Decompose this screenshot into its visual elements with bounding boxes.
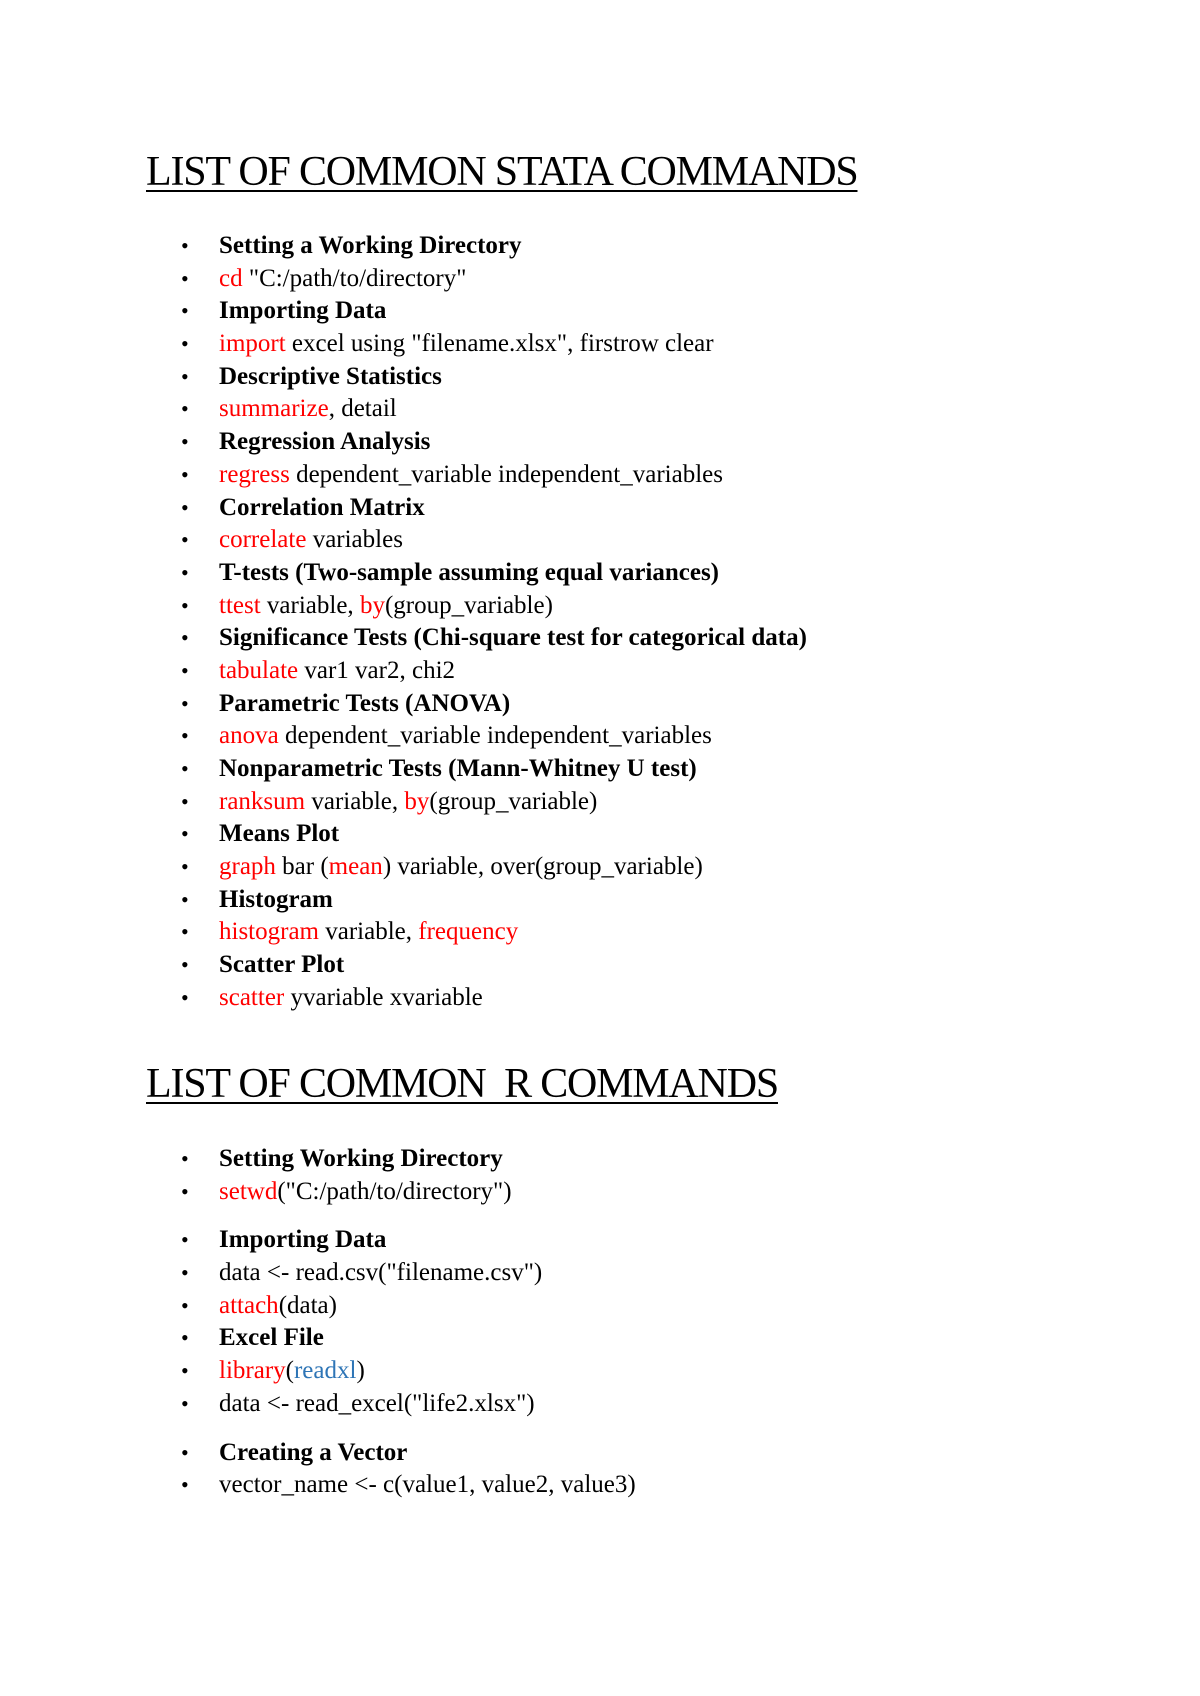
command-args: ("C:/path/to/directory")	[277, 1177, 512, 1205]
item-text	[219, 1388, 535, 1421]
list-item-command	[0, 851, 1200, 884]
bullet-icon: •	[181, 429, 189, 455]
item-heading: Importing Data	[219, 1226, 387, 1254]
list-item-command	[0, 459, 1200, 492]
item-text	[219, 328, 714, 361]
item-text	[219, 524, 403, 557]
item-text	[219, 263, 466, 296]
list-item-command	[0, 916, 1200, 949]
command-keyword: library	[219, 1357, 286, 1385]
r-command-list	[0, 1143, 1200, 1502]
bullet-icon: •	[181, 461, 189, 487]
item-heading: Parametric Tests (ANOVA)	[219, 689, 511, 717]
command-args: ) variable, over(group_variable)	[382, 853, 703, 881]
command-keyword: ttest	[219, 591, 261, 619]
item-heading: Creating a Vector	[219, 1438, 408, 1466]
bullet-icon: •	[181, 952, 189, 978]
command-args: , detail	[328, 395, 397, 423]
list-item-heading	[0, 1437, 1200, 1470]
item-text	[219, 688, 510, 721]
bullet-icon: •	[181, 1227, 189, 1253]
bullet-icon: •	[181, 1358, 189, 1384]
command-keyword: scatter	[219, 983, 285, 1011]
bullet-icon: •	[181, 396, 189, 422]
list-item-command	[0, 786, 1200, 819]
item-heading: T-tests (Two-sample assuming equal variances)	[219, 558, 720, 586]
item-heading: Scatter Plot	[219, 951, 345, 979]
bullet-icon: •	[181, 1390, 189, 1416]
item-text	[219, 230, 522, 263]
command-keyword: summarize	[219, 395, 329, 423]
command-keyword: import	[219, 330, 286, 358]
command-args: dependent_variable independent_variables	[289, 460, 723, 488]
item-text	[219, 1224, 386, 1257]
list-item-command	[0, 1388, 1200, 1421]
list-item-command	[0, 1176, 1200, 1209]
stata-section-title: LIST OF COMMON STATA COMMANDS	[146, 149, 858, 195]
command-args: (	[285, 1357, 294, 1385]
list-item-heading	[0, 753, 1200, 786]
command-keyword: tabulate	[219, 656, 299, 684]
item-text	[219, 622, 807, 655]
command-keyword: anova	[219, 722, 279, 750]
item-text	[219, 916, 518, 949]
list-item-command	[0, 1355, 1200, 1388]
bullet-icon: •	[181, 1178, 189, 1204]
bullet-icon: •	[181, 1292, 189, 1318]
list-item-heading	[0, 295, 1200, 328]
list-item-heading	[0, 230, 1200, 263]
list-item-command	[0, 524, 1200, 557]
bullet-icon: •	[181, 1472, 189, 1498]
list-item-heading	[0, 1322, 1200, 1355]
command-keyword: setwd	[219, 1177, 278, 1205]
bullet-icon: •	[181, 625, 189, 651]
item-heading: Means Plot	[219, 820, 340, 848]
command-args: "C:/path/to/directory"	[242, 264, 467, 292]
item-text	[219, 1143, 503, 1176]
bullet-icon: •	[181, 723, 189, 749]
command-keyword: regress	[219, 460, 290, 488]
command-args: bar (	[275, 853, 329, 881]
bullet-icon: •	[181, 494, 189, 520]
list-item-heading	[0, 1224, 1200, 1257]
bullet-icon: •	[181, 821, 189, 847]
command-args: )	[356, 1357, 365, 1385]
list-item-heading	[0, 426, 1200, 459]
bullet-icon: •	[181, 788, 189, 814]
item-heading: Descriptive Statistics	[219, 362, 442, 390]
command-args: excel using "filename.xlsx", firstrow clear	[285, 330, 714, 358]
list-item-heading	[0, 818, 1200, 851]
bullet-icon: •	[181, 1260, 189, 1286]
bullet-icon: •	[181, 984, 189, 1010]
item-text	[219, 426, 430, 459]
item-text	[219, 851, 703, 884]
bullet-icon: •	[181, 559, 189, 585]
list-item-command	[0, 720, 1200, 753]
command-option-keyword: by	[404, 787, 430, 815]
item-text	[219, 590, 553, 623]
item-text	[219, 1437, 407, 1470]
command-text: data <- read.csv("filename.csv")	[219, 1259, 543, 1287]
item-text	[219, 655, 455, 688]
list-item-command	[0, 1469, 1200, 1502]
item-text	[219, 492, 425, 525]
bullet-icon: •	[181, 265, 189, 291]
item-heading: Correlation Matrix	[219, 493, 425, 521]
command-keyword: attach	[219, 1291, 279, 1319]
item-heading: Significance Tests (Chi-square test for categorical data)	[219, 624, 807, 652]
item-text	[219, 949, 344, 982]
item-heading: Excel File	[219, 1324, 324, 1352]
item-heading: Importing Data	[219, 297, 387, 325]
item-text	[219, 1257, 542, 1290]
command-args: variable,	[319, 918, 419, 946]
item-text	[219, 786, 597, 819]
command-args: (group_variable)	[384, 591, 553, 619]
bullet-icon: •	[181, 886, 189, 912]
item-text	[219, 459, 723, 492]
item-heading: Nonparametric Tests (Mann-Whitney U test)	[219, 755, 697, 782]
stata-command-list	[0, 230, 1200, 1015]
bullet-icon: •	[181, 363, 189, 389]
item-heading: Histogram	[219, 885, 333, 913]
command-args: (data)	[278, 1291, 337, 1319]
command-option-keyword: frequency	[418, 918, 519, 946]
list-item-heading	[0, 1143, 1200, 1176]
list-item-command	[0, 263, 1200, 296]
bullet-icon: •	[181, 1439, 189, 1465]
list-item-heading	[0, 492, 1200, 525]
list-item-heading	[0, 361, 1200, 394]
command-text: vector_name <- c(value1, value2, value3)	[219, 1471, 636, 1499]
item-text	[219, 884, 333, 917]
item-text	[219, 1355, 365, 1388]
command-args: yvariable xvariable	[284, 983, 483, 1011]
list-item-command	[0, 655, 1200, 688]
list-item-heading	[0, 622, 1200, 655]
item-text	[219, 361, 442, 394]
bullet-icon: •	[181, 1146, 189, 1171]
item-text	[219, 982, 483, 1015]
r-section-title: LIST OF COMMON R COMMANDS	[146, 1061, 778, 1107]
command-keyword: correlate	[219, 526, 307, 554]
bullet-icon: •	[181, 756, 189, 781]
item-text	[219, 1176, 512, 1209]
bullet-icon: •	[181, 690, 189, 716]
bullet-icon: •	[181, 854, 189, 880]
bullet-icon: •	[181, 592, 189, 618]
command-keyword: cd	[219, 264, 243, 292]
bullet-icon: •	[181, 919, 189, 945]
item-text	[219, 1322, 324, 1355]
command-args: variable,	[260, 591, 360, 619]
command-text: data <- read_excel("life2.xlsx")	[219, 1389, 535, 1417]
command-keyword: histogram	[219, 918, 319, 946]
list-item-command	[0, 328, 1200, 361]
command-keyword: ranksum	[219, 787, 306, 815]
bullet-icon: •	[181, 331, 189, 357]
list-item-heading	[0, 557, 1200, 590]
command-args: variables	[306, 526, 403, 554]
list-item-heading	[0, 688, 1200, 721]
command-option-keyword: by	[359, 591, 385, 619]
command-args: variable,	[305, 787, 405, 815]
item-heading: Setting Working Directory	[219, 1145, 503, 1172]
list-item-heading	[0, 884, 1200, 917]
command-args: var1 var2, chi2	[298, 656, 456, 684]
item-text	[219, 1469, 636, 1502]
list-item-command	[0, 982, 1200, 1015]
list-item-command	[0, 1290, 1200, 1323]
item-text	[219, 1290, 337, 1323]
item-text	[219, 818, 339, 851]
item-text	[219, 753, 697, 786]
command-args: (group_variable)	[429, 787, 598, 815]
item-heading: Setting a Working Directory	[219, 232, 522, 259]
bullet-icon: •	[181, 1325, 189, 1351]
bullet-icon: •	[181, 233, 189, 258]
item-text	[219, 557, 719, 590]
list-item-command	[0, 393, 1200, 426]
list-item-command	[0, 1257, 1200, 1290]
package-name: readxl	[293, 1357, 357, 1385]
bullet-icon: •	[181, 657, 189, 683]
command-keyword: graph	[219, 853, 276, 881]
bullet-icon: •	[181, 298, 189, 324]
list-item-heading	[0, 949, 1200, 982]
list-item-command	[0, 590, 1200, 623]
command-args: dependent_variable independent_variables	[278, 722, 712, 750]
item-text	[219, 720, 712, 753]
item-text	[219, 295, 386, 328]
item-heading: Regression Analysis	[219, 428, 431, 456]
command-option-keyword: mean	[328, 853, 383, 881]
bullet-icon: •	[181, 527, 189, 553]
item-text	[219, 393, 397, 426]
